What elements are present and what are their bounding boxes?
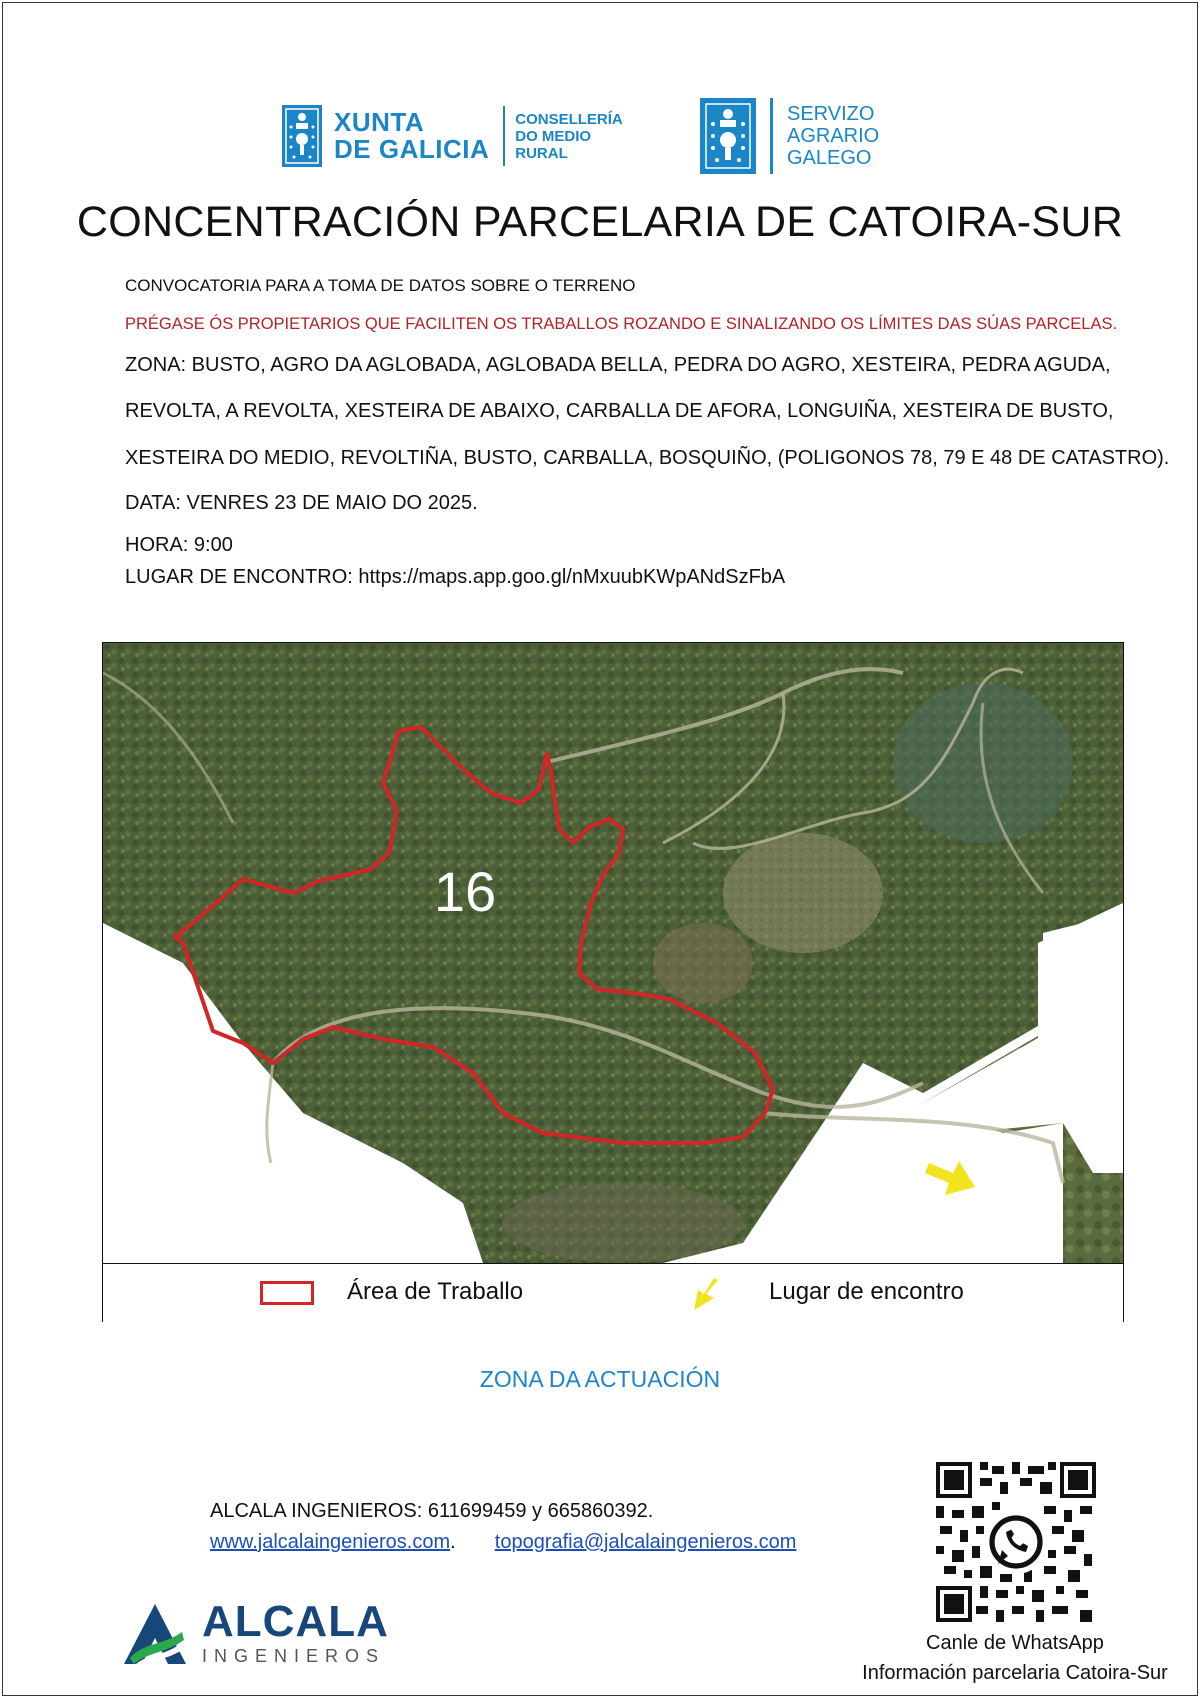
map-frame xyxy=(102,642,1124,1322)
alcala-subtitle: INGENIEROS xyxy=(202,1646,386,1666)
xunta-line1: XUNTA xyxy=(334,107,425,137)
galicia-crest-icon xyxy=(282,105,322,167)
meeting-place-text: LUGAR DE ENCONTRO: https://maps.app.goo.gl/nMxuubKWpANdSzFbA xyxy=(125,566,786,588)
pregase-notice: PRÉGASE ÓS PROPIETARIOS QUE FACILITEN OS TRABALLOS ROZANDO E SINALIZANDO OS LÍMITES DAS SÚAS PARCELAS. xyxy=(125,315,1118,333)
area-number: 16 xyxy=(433,860,497,923)
conselleria-line3: RURAL xyxy=(515,144,568,162)
servizo-wordmark xyxy=(787,103,879,169)
contact-phones: ALCALA INGENIEROS: 611699459 y 665860392. xyxy=(210,1500,654,1522)
meeting-point-arrow-icon xyxy=(925,1161,975,1195)
zona-line-1: ZONA: BUSTO, AGRO DA AGLOBADA, AGLOBADA BELLA, PEDRA DO AGRO, XESTEIRA, PEDRA AGUDA, xyxy=(125,354,1111,376)
work-area-legend-label: Área de Traballo xyxy=(347,1278,524,1305)
logo-divider xyxy=(503,106,505,166)
zona-actuacion-heading: ZONA DA ACTUACIÓN xyxy=(479,1366,721,1392)
servizo-agrario-logo xyxy=(700,98,879,174)
website-suffix: . xyxy=(450,1531,456,1553)
meeting-point-arrow-icon xyxy=(688,1276,728,1314)
conselleria-line2: DO MEDIO xyxy=(515,127,592,145)
zona-line-3: XESTEIRA DO MEDIO, REVOLTIÑA, BUSTO, CARBALLA, BOSQUIÑO, (POLIGONOS 78, 79 E 48 DE CATASTRO). xyxy=(125,447,1170,469)
galicia-crest-icon xyxy=(700,98,756,174)
map-legend xyxy=(103,1263,1123,1322)
alcala-mountain-icon xyxy=(122,1602,188,1666)
conselleria-wordmark xyxy=(515,111,623,162)
aerial-map xyxy=(103,643,1123,1263)
servizo-line2: AGRARIO xyxy=(787,125,880,147)
xunta-wordmark xyxy=(334,109,489,163)
logo-divider xyxy=(770,98,773,174)
alcala-name: ALCALA xyxy=(202,1597,389,1646)
whatsapp-caption-1: Canle de WhatsApp xyxy=(926,1632,1104,1654)
work-area-legend-swatch xyxy=(260,1281,314,1305)
whatsapp-qr-code[interactable] xyxy=(936,1462,1096,1622)
alcala-logo xyxy=(122,1597,389,1667)
xunta-logo xyxy=(282,104,623,168)
conselleria-line1: CONSELLERÍA xyxy=(515,110,623,128)
xunta-line2: DE GALICIA xyxy=(334,134,490,164)
servizo-line3: GALEGO xyxy=(787,147,872,169)
zona-line-2: REVOLTA, A REVOLTA, XESTEIRA DE ABAIXO, CARBALLA DE AFORA, LONGUIÑA, XESTEIRA DE BUSTO, xyxy=(125,400,1114,422)
email-link[interactable]: topografia@jalcalaingenieros.com xyxy=(494,1531,797,1553)
meeting-point-legend-label: Lugar de encontro xyxy=(769,1278,964,1305)
aerial-map-image xyxy=(103,643,1123,1263)
page-title: CONCENTRACIÓN PARCELARIA DE CATOIRA-SUR xyxy=(76,198,1124,246)
convocatoria-text: CONVOCATORIA PARA A TOMA DE DATOS SOBRE O TERRENO xyxy=(125,276,636,295)
date-text: DATA: VENRES 23 DE MAIO DO 2025. xyxy=(125,492,478,514)
contact-links xyxy=(210,1531,796,1554)
time-text: HORA: 9:00 xyxy=(125,534,233,556)
website-link[interactable]: www.jalcalaingenieros.com xyxy=(210,1531,451,1553)
servizo-line1: SERVIZO xyxy=(787,103,875,125)
whatsapp-caption-2: Información parcelaria Catoira-Sur xyxy=(862,1662,1168,1684)
